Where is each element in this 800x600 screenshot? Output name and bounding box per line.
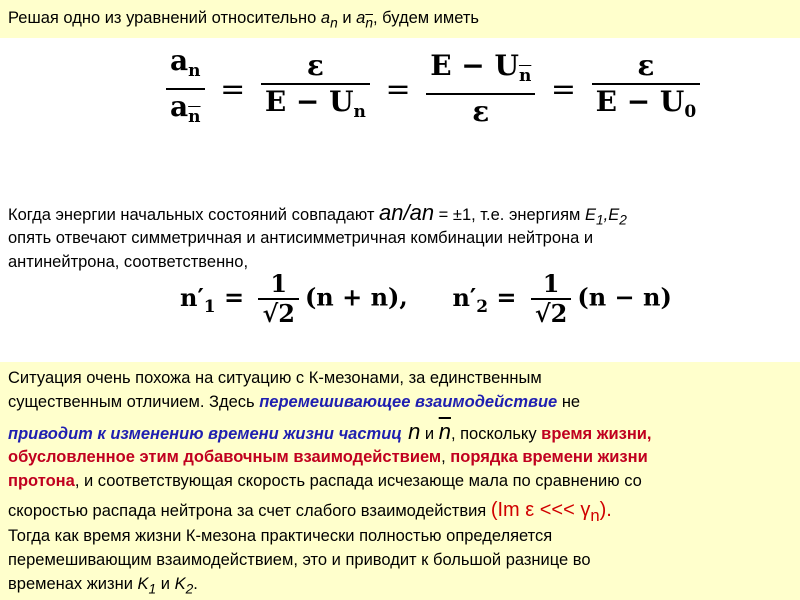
combination-equation: $n'_1$ = $\frac{1}{√2}$ (n + n), $n'_2$ = $\frac{1}{√2}$ (n − n) — [180, 269, 672, 328]
energy-line-3: антинейтрона, соответственно, — [8, 253, 249, 271]
energy-line-2: опять отвечают симметричная и антисимметричная комбинации нейтрона и — [8, 229, 594, 247]
kaon-line-7: Тогда как время жизни К-мезона практически полностью определяется — [8, 527, 553, 545]
kaon-line-8: перемешивающим взаимодействием, это и приводит к большой разнице во — [8, 551, 591, 569]
kaon-line-6: скоростью распада нейтрона за счет слабого взаимодействия (Im ε <<< $\gamma_n$). — [8, 499, 612, 525]
ratio-symbol: an/an — [379, 200, 435, 225]
a-n-symbol: $a_n$ — [320, 9, 338, 31]
ratio-equation: $\frac{a_n}{a_{\overline{n}}}$ = $\frac{\varepsilon}{E - U_n}$ = $\frac{E - U_{\overline{n}}}{\varepsilon}$ = $\frac{\varepsilon}{E - U_0}$ — [160, 44, 706, 114]
intro-line: Решая одно из уравнений относительно $a_n$ и $a_{\overline{n}}$, будем иметь — [8, 9, 480, 31]
fraction-one-over-root2: $\frac{1}{√2}$ — [258, 270, 298, 328]
fraction-an-over-anbar: $\frac{a_n}{a_{\overline{n}}}$ — [166, 44, 205, 134]
kaon-line-4: обусловленное этим добавочным взаимодействием, порядка времени жизни — [8, 448, 648, 466]
energy-line-1: Когда энергии начальных состояний совпадают an/an = ±1, т.е. энергиям $E_1,E_2$ — [8, 200, 627, 228]
fraction-eps-over-e-u0: $\frac{\varepsilon}{E - U_0}$ — [592, 49, 701, 129]
im-eps-expression: (Im ε <<< $\gamma_n$). — [490, 499, 612, 525]
kaon-line-5: протона, и соответствующая скорость распада исчезающе мала по сравнению со — [8, 472, 642, 490]
kaon-line-2: существенным отличием. Здесь перемешивающее взаимодействие не — [8, 393, 581, 411]
fraction-eps-over-e-un: $\frac{\varepsilon}{E - U_n}$ — [261, 49, 370, 129]
fraction-one-over-root2-b: $\frac{1}{√2}$ — [531, 270, 571, 328]
a-nbar-symbol: $a_{\overline{n}}$ — [356, 9, 373, 31]
kaon-line-9: временах жизни $K_1$ и $K_2$. — [8, 575, 198, 597]
fraction-e-unbar-over-eps: $\frac{E - U_{\overline{n}}}{\varepsilon}$ — [426, 49, 535, 129]
kaon-line-1: Ситуация очень похожа на ситуацию с К-мезонами, за единственным — [8, 369, 542, 387]
kaon-line-3: приводит к изменению времени жизни частиц n и $\overline{n}$, поскольку время жизни, — [8, 419, 652, 444]
